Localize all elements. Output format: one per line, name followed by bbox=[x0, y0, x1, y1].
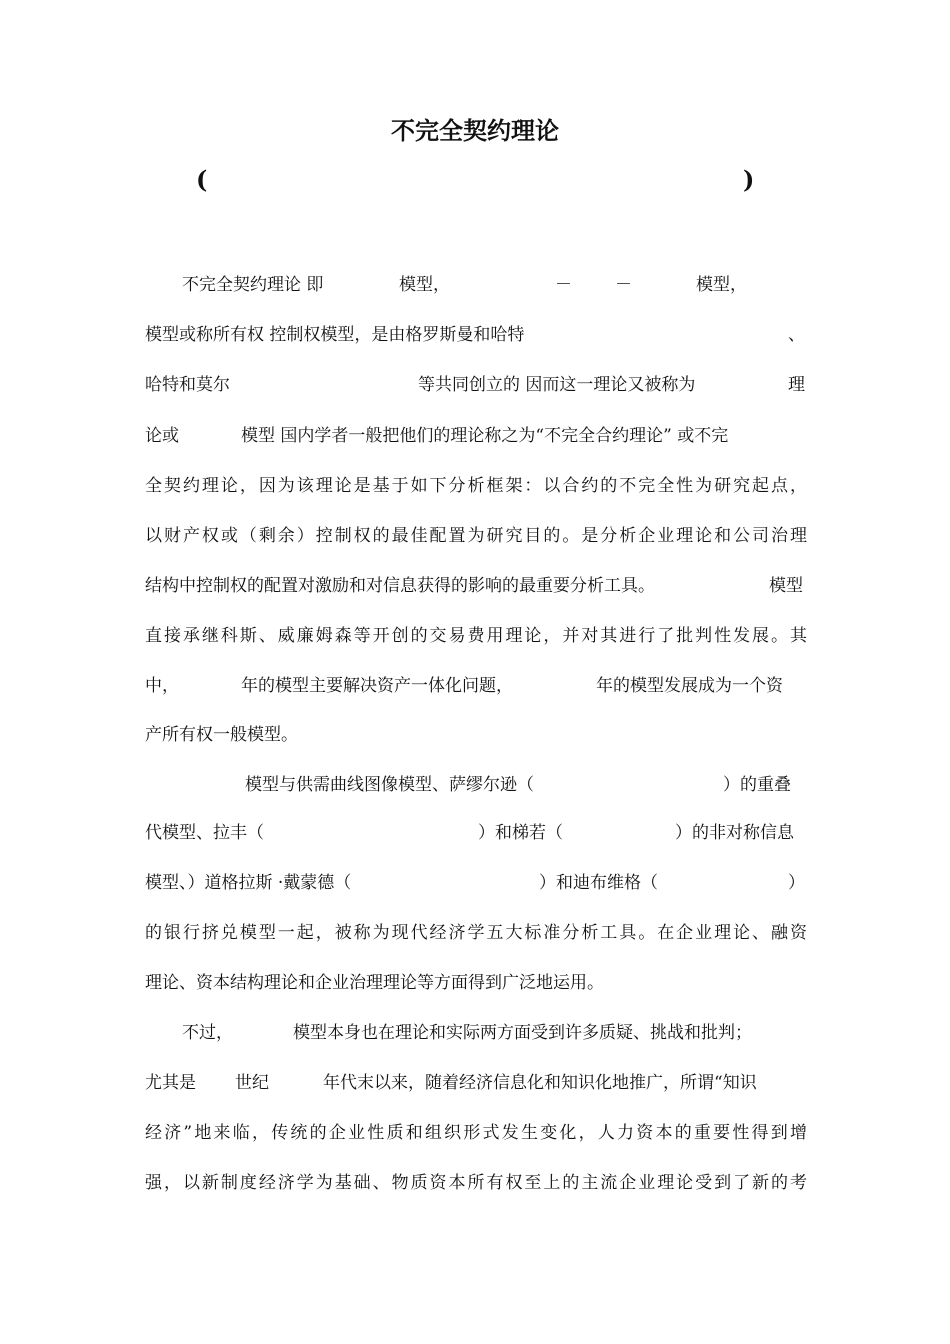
text-line bbox=[145, 868, 807, 898]
text-fragment: 尤其是 bbox=[145, 1073, 196, 1093]
text-fragment: 模型， bbox=[399, 275, 450, 295]
document-title: 不完全契约理论 bbox=[391, 116, 559, 145]
text-fragment: 世纪 bbox=[235, 1073, 269, 1093]
text-line bbox=[145, 770, 807, 800]
text-fragment: ）的重叠 bbox=[723, 775, 791, 795]
text-fragment: 不完全契约理论 即 bbox=[182, 275, 324, 295]
text-fragment: － bbox=[555, 275, 572, 295]
text-fragment: 论或 bbox=[145, 426, 179, 446]
text-fragment: ）和梯若（ bbox=[478, 823, 563, 843]
text-line bbox=[145, 818, 807, 848]
text-fragment: 模型本身也在理论和实际两方面受到许多质疑、挑战和批判； bbox=[293, 1023, 752, 1043]
text-fragment: 年代末以来，随着经济信息化和知识化地推广，所谓“知识 bbox=[323, 1073, 757, 1093]
text-fragment: 模型 国内学者一般把他们的理论称之为“不完全合约理论” 或不完 bbox=[241, 426, 729, 446]
text-line bbox=[145, 421, 807, 451]
text-fragment: 模型与供需曲线图像模型、萨缪尔逊（ bbox=[245, 775, 534, 795]
text-line bbox=[145, 270, 807, 300]
text-fragment: 代模型、拉丰（ bbox=[145, 823, 264, 843]
text-line bbox=[145, 571, 807, 601]
text-line: 直接承继科斯、威廉姆森等开创的交易费用理论，并对其进行了批判性发展。其 bbox=[145, 626, 807, 646]
text-line: 全契约理论，因为该理论是基于如下分析框架：以合约的不完全性为研究起点， bbox=[145, 476, 807, 496]
subtitle-open-paren: ( bbox=[196, 165, 208, 194]
text-fragment: 中， bbox=[145, 676, 179, 696]
text-fragment: 模型 bbox=[769, 576, 803, 596]
text-fragment: － bbox=[615, 275, 632, 295]
text-line: 以财产权或（剩余）控制权的最佳配置为研究目的。是分析企业理论和公司治理 bbox=[145, 526, 807, 546]
text-line: 理论、资本结构理论和企业治理理论等方面得到广泛地运用。 bbox=[145, 973, 604, 993]
text-fragment: 年的模型主要解决资产一体化问题， bbox=[241, 676, 513, 696]
text-line: 经济”地来临，传统的企业性质和组织形式发生变化，人力资本的重要性得到增 bbox=[145, 1123, 807, 1143]
text-fragment: 理 bbox=[788, 375, 805, 395]
text-fragment: 模型， bbox=[696, 275, 747, 295]
text-line bbox=[145, 1068, 807, 1098]
text-line bbox=[145, 320, 807, 350]
text-fragment: ）和迪布维格（ bbox=[539, 873, 658, 893]
text-fragment: 年的模型发展成为一个资 bbox=[596, 676, 783, 696]
text-fragment: 等共同创立的 因而这一理论又被称为 bbox=[418, 375, 696, 395]
text-fragment: 哈特和莫尔 bbox=[145, 375, 230, 395]
text-fragment: 结构中控制权的配置对激励和对信息获得的影响的最重要分析工具。 bbox=[145, 576, 655, 596]
text-line bbox=[145, 671, 807, 701]
text-fragment: 、 bbox=[788, 325, 805, 345]
text-fragment: 模型、）道格拉斯 ·戴蒙德（ bbox=[145, 873, 352, 893]
text-fragment: ） bbox=[788, 873, 805, 893]
subtitle-close-paren: ) bbox=[743, 165, 755, 194]
text-line: 的银行挤兑模型一起，被称为现代经济学五大标准分析工具。在企业理论、融资 bbox=[145, 923, 807, 943]
text-line: 产所有权一般模型。 bbox=[145, 725, 298, 745]
text-line bbox=[145, 370, 807, 400]
text-line bbox=[145, 1018, 807, 1048]
text-fragment: ）的非对称信息 bbox=[675, 823, 794, 843]
text-line: 强，以新制度经济学为基础、物质资本所有权至上的主流企业理论受到了新的考 bbox=[145, 1173, 807, 1193]
text-fragment: 不过， bbox=[182, 1023, 233, 1043]
text-fragment: 模型或称所有权 控制权模型，是由格罗斯曼和哈特 bbox=[145, 325, 525, 345]
